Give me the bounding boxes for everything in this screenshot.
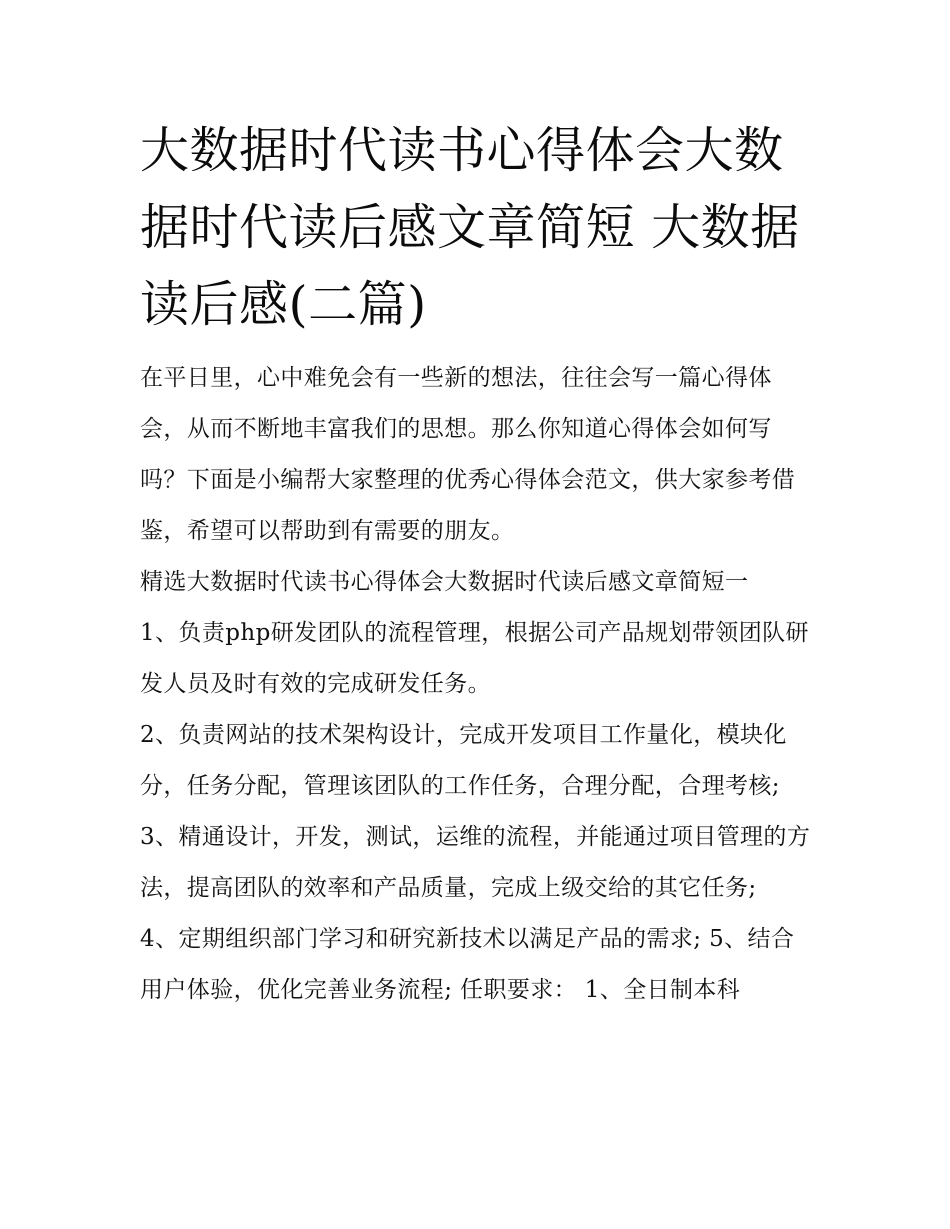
duty-item-2: 2、负责网站的技术架构设计，完成开发项目工作量化，模块化分，任务分配，管理该团队的工作任务，合理分配，合理考核; bbox=[140, 722, 787, 799]
document-body bbox=[140, 112, 815, 1016]
section-heading: 精选大数据时代读书心得体会大数据时代读后感文章简短一 bbox=[140, 569, 749, 595]
document-title: 大数据时代读书心得体会大数据时代读后感文章简短 大数据读后感(二篇) bbox=[140, 122, 800, 333]
duty-item-1: 1、负责php研发团队的流程管理，根据公司产品规划带领团队研发人员及时有效的完成研发任务。 bbox=[140, 620, 809, 697]
duty-item-3: 3、精通设计，开发，测试，运维的流程，并能通过项目管理的方法，提高团队的效率和产品质量，完成上级交给的其它任务; bbox=[140, 824, 811, 901]
duty-item-4: 4、定期组织部门学习和研究新技术以满足产品的需求; 5、结合用户体验，优化完善业务流程; 任职要求： 1、全日制本科 bbox=[140, 926, 795, 1003]
intro-paragraph: 在平日里，心中难免会有一些新的想法，往往会写一篇心得体会，从而不断地丰富我们的思想。那么你知道心得体会如何写吗？下面是小编帮大家整理的优秀心得体会范文，供大家参考借鉴，希望可以帮助到有需要的朋友。 bbox=[140, 365, 796, 544]
